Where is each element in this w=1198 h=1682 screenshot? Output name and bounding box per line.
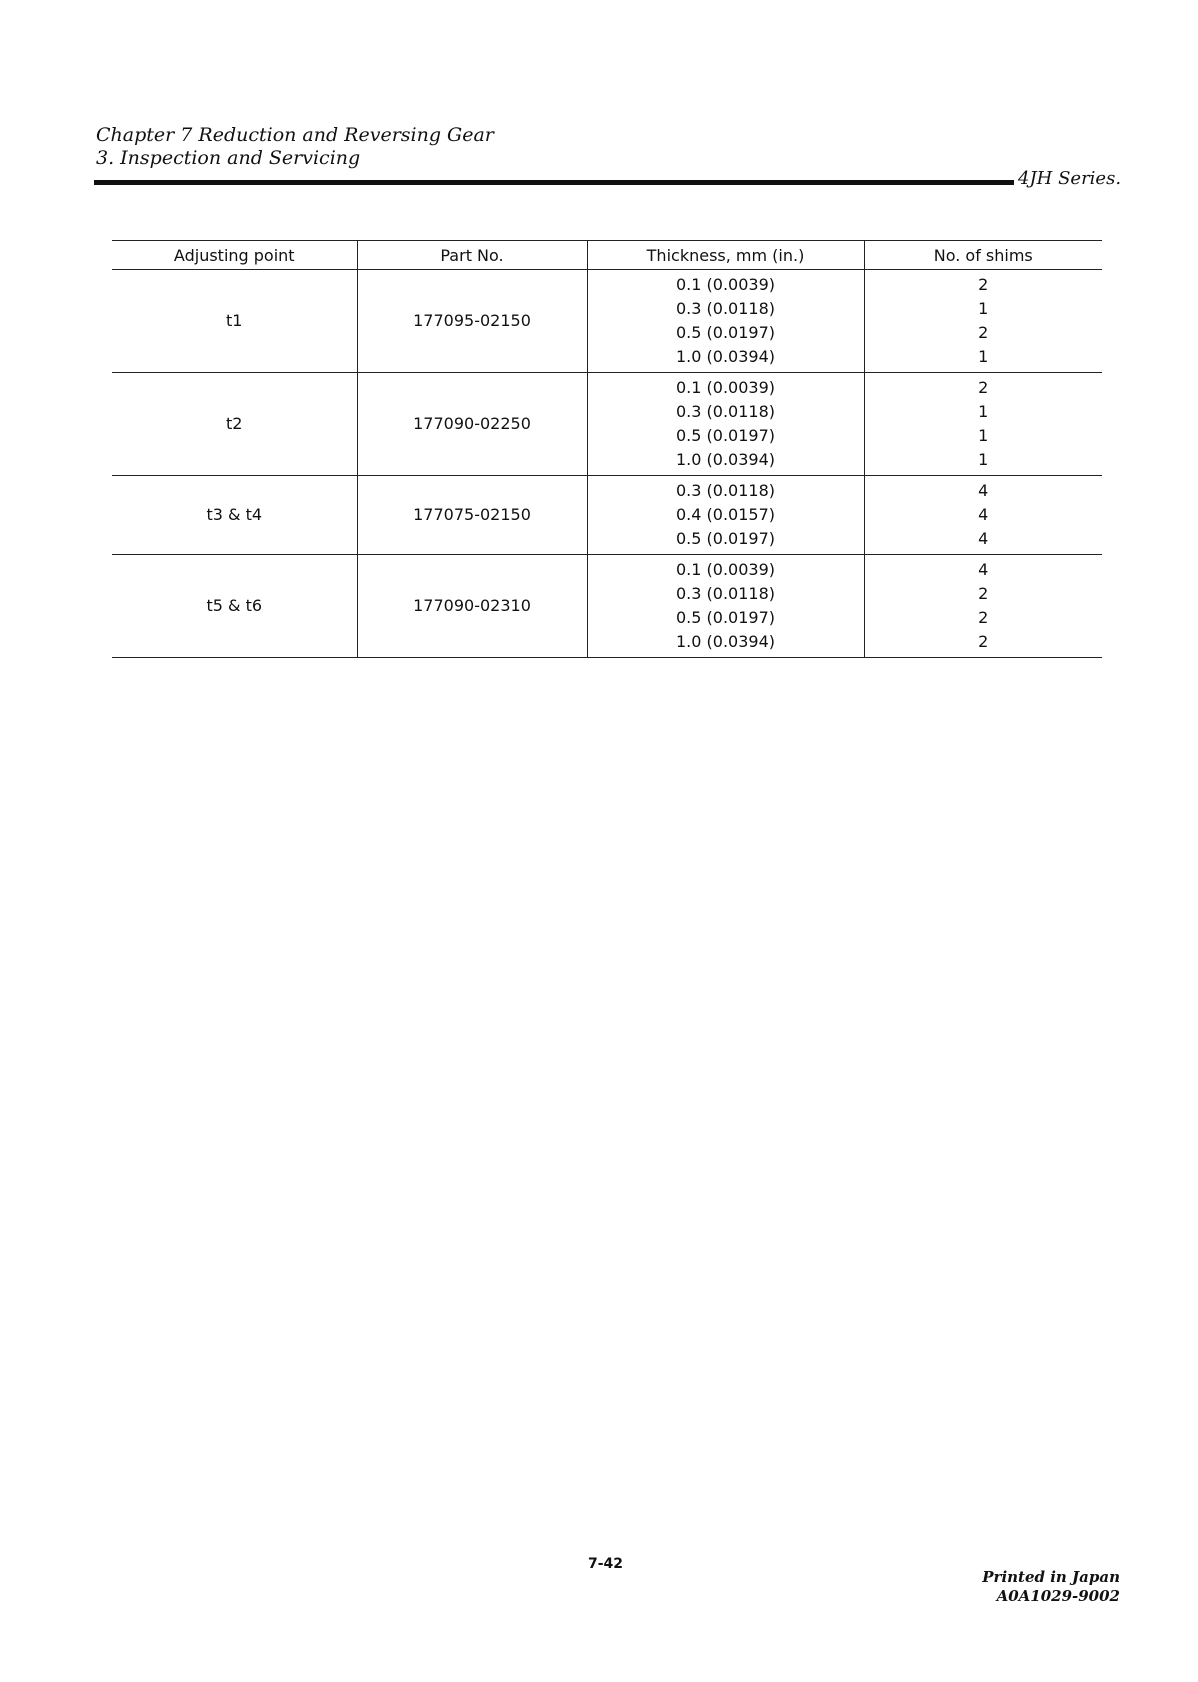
column-header-thickness: Thickness, mm (in.) xyxy=(587,241,864,270)
thickness-value: 0.3 (0.0118) xyxy=(676,299,775,318)
thickness-value: 1.0 (0.0394) xyxy=(676,347,775,366)
thickness-value: 1.0 (0.0394) xyxy=(676,632,775,651)
part-no-cell: 177095-02150 xyxy=(357,270,587,373)
thickness-cell xyxy=(587,476,864,555)
section-title: 3. Inspection and Servicing xyxy=(96,147,361,169)
header-rule xyxy=(94,180,1014,185)
thickness-cell xyxy=(587,270,864,373)
document-code: A0A1029-9002 xyxy=(996,1587,1120,1605)
shim-count: 1 xyxy=(978,299,989,318)
thickness-value: 0.5 (0.0197) xyxy=(676,608,775,627)
print-info xyxy=(980,1568,1120,1606)
shim-count: 2 xyxy=(978,378,989,397)
thickness-value: 0.5 (0.0197) xyxy=(676,323,775,342)
table-header-row xyxy=(112,241,1102,270)
shim-count: 1 xyxy=(978,402,989,421)
adjusting-point-cell: t5 & t6 xyxy=(112,555,357,658)
thickness-value: 0.3 (0.0118) xyxy=(676,402,775,421)
table-row xyxy=(112,476,1102,555)
thickness-value: 0.4 (0.0157) xyxy=(676,505,775,524)
thickness-value: 0.5 (0.0197) xyxy=(676,426,775,445)
shim-count: 2 xyxy=(978,275,989,294)
shim-count: 2 xyxy=(978,323,989,342)
part-no-cell: 177075-02150 xyxy=(357,476,587,555)
shims-cell xyxy=(864,373,1102,476)
thickness-value: 0.1 (0.0039) xyxy=(676,275,775,294)
adjusting-point-cell: t2 xyxy=(112,373,357,476)
shim-count: 4 xyxy=(978,560,989,579)
adjusting-point-cell: t1 xyxy=(112,270,357,373)
column-header-adjusting-point: Adjusting point xyxy=(112,241,357,270)
shims-cell xyxy=(864,476,1102,555)
shim-count: 2 xyxy=(978,608,989,627)
shim-count: 1 xyxy=(978,426,989,445)
chapter-title: Chapter 7 Reduction and Reversing Gear xyxy=(96,124,494,146)
thickness-value: 1.0 (0.0394) xyxy=(676,450,775,469)
shim-count: 1 xyxy=(978,450,989,469)
shim-count: 2 xyxy=(978,632,989,651)
shim-count: 1 xyxy=(978,347,989,366)
series-label: 4JH Series. xyxy=(1018,168,1122,189)
table-row xyxy=(112,373,1102,476)
shims-cell xyxy=(864,555,1102,658)
thickness-value: 0.3 (0.0118) xyxy=(676,584,775,603)
shim-count: 4 xyxy=(978,505,989,524)
table-row xyxy=(112,555,1102,658)
thickness-value: 0.1 (0.0039) xyxy=(676,378,775,397)
shim-table xyxy=(112,240,1102,658)
thickness-value: 0.3 (0.0118) xyxy=(676,481,775,500)
column-header-no-of-shims: No. of shims xyxy=(864,241,1102,270)
thickness-value: 0.5 (0.0197) xyxy=(676,529,775,548)
table-row xyxy=(112,270,1102,373)
adjusting-point-cell: t3 & t4 xyxy=(112,476,357,555)
thickness-cell xyxy=(587,555,864,658)
shim-count: 4 xyxy=(978,481,989,500)
column-header-part-no: Part No. xyxy=(357,241,587,270)
printed-in-label: Printed in Japan xyxy=(982,1568,1120,1586)
page-header xyxy=(96,124,494,170)
shim-count: 4 xyxy=(978,529,989,548)
part-no-cell: 177090-02310 xyxy=(357,555,587,658)
shims-cell xyxy=(864,270,1102,373)
shim-count: 2 xyxy=(978,584,989,603)
page-number: 7-42 xyxy=(588,1556,624,1572)
part-no-cell: 177090-02250 xyxy=(357,373,587,476)
thickness-cell xyxy=(587,373,864,476)
thickness-value: 0.1 (0.0039) xyxy=(676,560,775,579)
